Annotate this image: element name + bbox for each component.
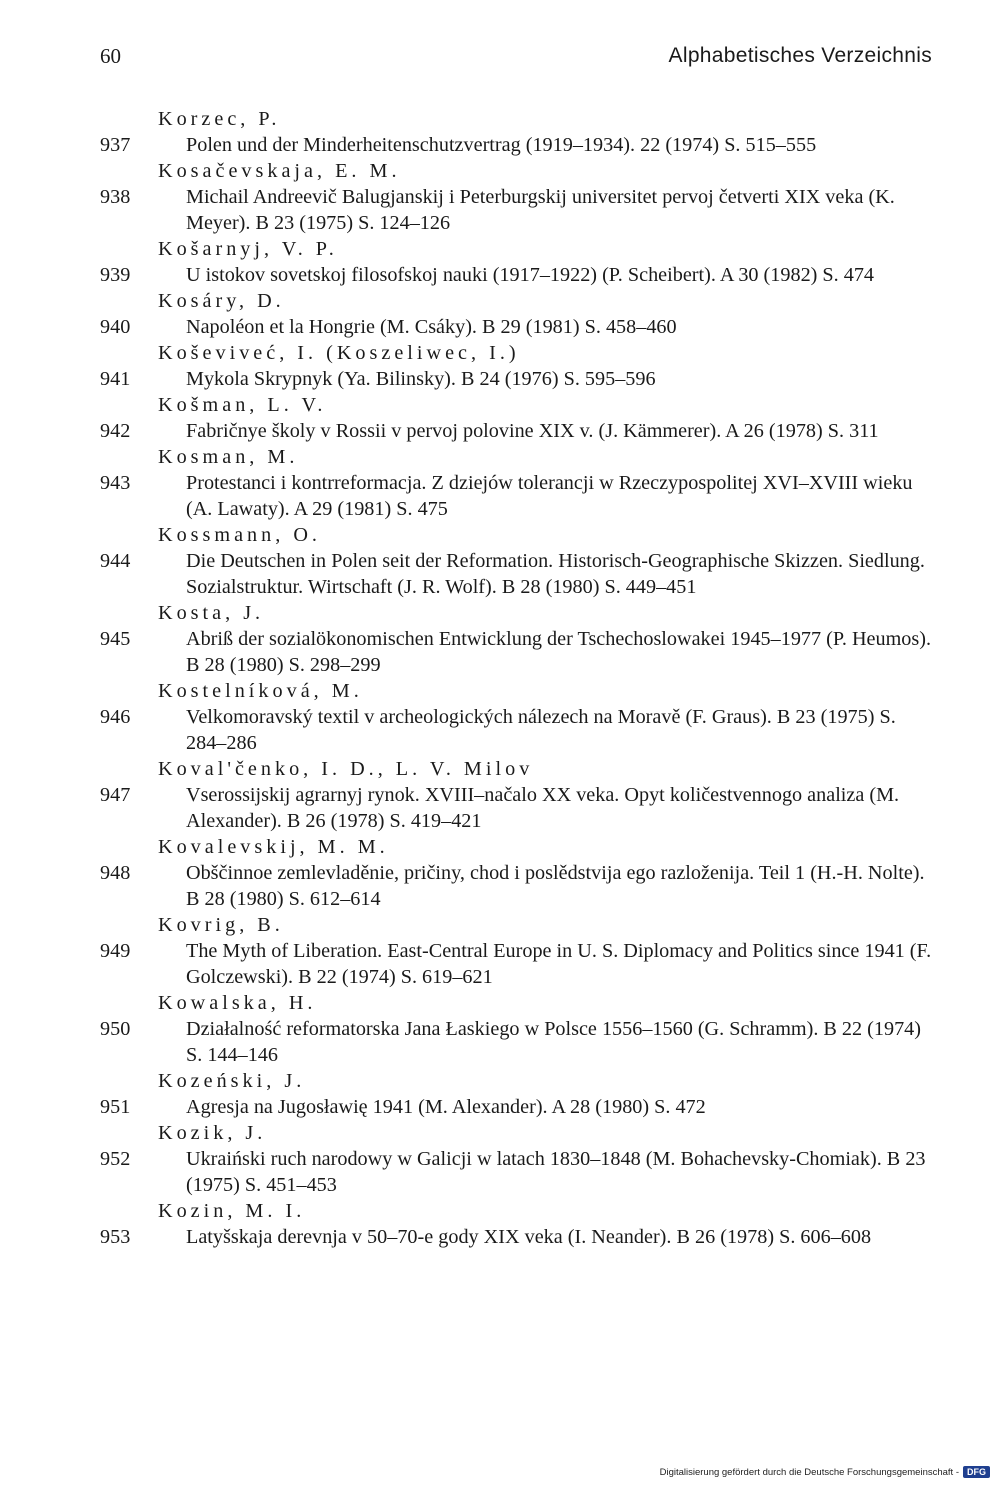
index-entry xyxy=(100,1146,940,1198)
entry-text: Latyšskaja derevnja v 50–70-e gody XIX veka (I. Neander). B 26 (1978) S. 606–608 xyxy=(186,1226,872,1248)
entry-text: Mykola Skrypnyk (Ya. Bilinsky). B 24 (1976) S. 595–596 xyxy=(186,368,656,390)
entry-text: Michail Andreevič Balugjanskij i Peterburgskij universitet pervoj četverti XIX veka (K. Meyer). B 23 (1975) S. 124–126 xyxy=(186,186,895,234)
entry-text: Die Deutschen in Polen seit der Reformation. Historisch-Geographische Skizzen. Siedlung. Sozialstruktur. Wirtschaft (J. R. Wolf). B 28 (1980) S. 449–451 xyxy=(186,550,925,598)
author-heading: Kozin, M. I. xyxy=(158,1200,306,1222)
author-heading: Kozeński, J. xyxy=(158,1070,306,1092)
author-heading: Kowalska, H. xyxy=(158,992,317,1014)
entry-number: 941 xyxy=(100,368,131,390)
index-entry xyxy=(100,548,940,600)
entry-number: 937 xyxy=(100,134,131,156)
entry-text: Napoléon et la Hongrie (M. Csáky). B 29 (1981) S. 458–460 xyxy=(186,316,677,338)
digitization-credit xyxy=(660,1466,990,1478)
index-entry xyxy=(100,938,940,990)
index-entry xyxy=(100,1094,940,1120)
index-entry xyxy=(100,418,940,444)
index-entry xyxy=(100,782,940,834)
dfg-logo-icon: DFG xyxy=(963,1466,990,1478)
index-entry xyxy=(100,314,940,340)
entry-text: Działalność reformatorska Jana Łaskiego w Polsce 1556–1560 (G. Schramm). B 22 (1974) S. 144–146 xyxy=(186,1018,921,1066)
author-heading: Kosta, J. xyxy=(158,602,265,624)
index-entry xyxy=(100,1016,940,1068)
entry-number: 944 xyxy=(100,550,131,572)
entry-text: Obščinnoe zemlevladěnie, pričiny, chod i poslědstvija ego razloženija. Teil 1 (H.-H. Nolte). B 28 (1980) S. 612–614 xyxy=(186,862,925,910)
author-heading: Košman, L. V. xyxy=(158,394,327,416)
entry-text: The Myth of Liberation. East-Central Europe in U. S. Diplomacy and Politics since 1941 (F. Golczewski). B 22 (1974) S. 619–621 xyxy=(186,940,932,988)
entry-number: 952 xyxy=(100,1148,131,1170)
page-header xyxy=(100,44,932,74)
author-heading: Kozik, J. xyxy=(158,1122,267,1144)
index-entry xyxy=(100,470,940,522)
index-entry xyxy=(100,704,940,756)
entry-number: 940 xyxy=(100,316,131,338)
author-heading: Kovrig, B. xyxy=(158,914,284,936)
entry-text: Polen und der Minderheitenschutzvertrag (1919–1934). 22 (1974) S. 515–555 xyxy=(186,134,817,156)
index-entry xyxy=(100,1224,940,1250)
author-heading: Kostelníková, M. xyxy=(158,680,363,702)
entry-number: 945 xyxy=(100,628,131,650)
entry-number: 948 xyxy=(100,862,131,884)
entry-text: Agresja na Jugosławię 1941 (M. Alexander). A 28 (1980) S. 472 xyxy=(186,1096,706,1118)
entry-number: 939 xyxy=(100,264,131,286)
entry-number: 951 xyxy=(100,1096,131,1118)
page-number: 60 xyxy=(100,44,121,68)
entry-number: 947 xyxy=(100,784,131,806)
author-heading: Kossmann, O. xyxy=(158,524,321,546)
entry-number: 953 xyxy=(100,1226,131,1248)
author-heading: Kosman, M. xyxy=(158,446,299,468)
author-heading: Korzec, P. xyxy=(158,108,281,130)
entry-text: Ukraiński ruch narodowy w Galicji w latach 1830–1848 (M. Bohachevsky-Chomiak). B 23 (1975) S. 451–453 xyxy=(186,1148,926,1196)
entry-number: 938 xyxy=(100,186,131,208)
entry-text: Vserossijskij agrarnyj rynok. XVIII–načalo XX veka. Opyt količestvennogo analiza (M. Alexander). B 26 (1978) S. 419–421 xyxy=(186,784,900,832)
author-heading: Koševiveć, I. (Koszeliwec, I.) xyxy=(158,342,520,364)
index-entry xyxy=(100,184,940,236)
author-heading: Kosáry, D. xyxy=(158,290,285,312)
entry-number: 943 xyxy=(100,472,131,494)
author-heading: Kovalevskij, M. M. xyxy=(158,836,389,858)
entry-text: Fabričnye školy v Rossii v pervoj polovine XIX v. (J. Kämmerer). A 26 (1978) S. 311 xyxy=(186,420,879,442)
entry-number: 946 xyxy=(100,706,131,728)
index-entry xyxy=(100,366,940,392)
entry-number: 950 xyxy=(100,1018,131,1040)
index-entry xyxy=(100,132,940,158)
entry-number: 949 xyxy=(100,940,131,962)
author-heading: Košarnyj, V. P. xyxy=(158,238,338,260)
entry-text: Abriß der sozialökonomischen Entwicklung der Tschechoslowakei 1945–1977 (P. Heumos). B 28 (1980) S. 298–299 xyxy=(186,628,932,676)
entry-number: 942 xyxy=(100,420,131,442)
index-entries xyxy=(100,106,940,1250)
credit-text: Digitalisierung gefördert durch die Deutsche Forschungsgemeinschaft - xyxy=(659,1466,959,1478)
entry-text: Velkomoravský textil v archeologických nálezech na Moravě (F. Graus). B 23 (1975) S. 284–286 xyxy=(186,706,896,754)
author-heading: Kosačevskaja, E. M. xyxy=(158,160,401,182)
index-entry xyxy=(100,262,940,288)
running-head: Alphabetisches Verzeichnis xyxy=(668,44,932,67)
index-entry xyxy=(100,860,940,912)
entry-text: Protestanci i kontrreformacja. Z dziejów tolerancji w Rzeczypospolitej XVI–XVIII wieku (A. Lawaty). A 29 (1981) S. 475 xyxy=(186,472,913,520)
author-heading: Koval'čenko, I. D., L. V. Milov xyxy=(158,758,534,780)
index-entry xyxy=(100,626,940,678)
entry-text: U istokov sovetskoj filosofskoj nauki (1917–1922) (P. Scheibert). A 30 (1982) S. 474 xyxy=(186,264,875,286)
